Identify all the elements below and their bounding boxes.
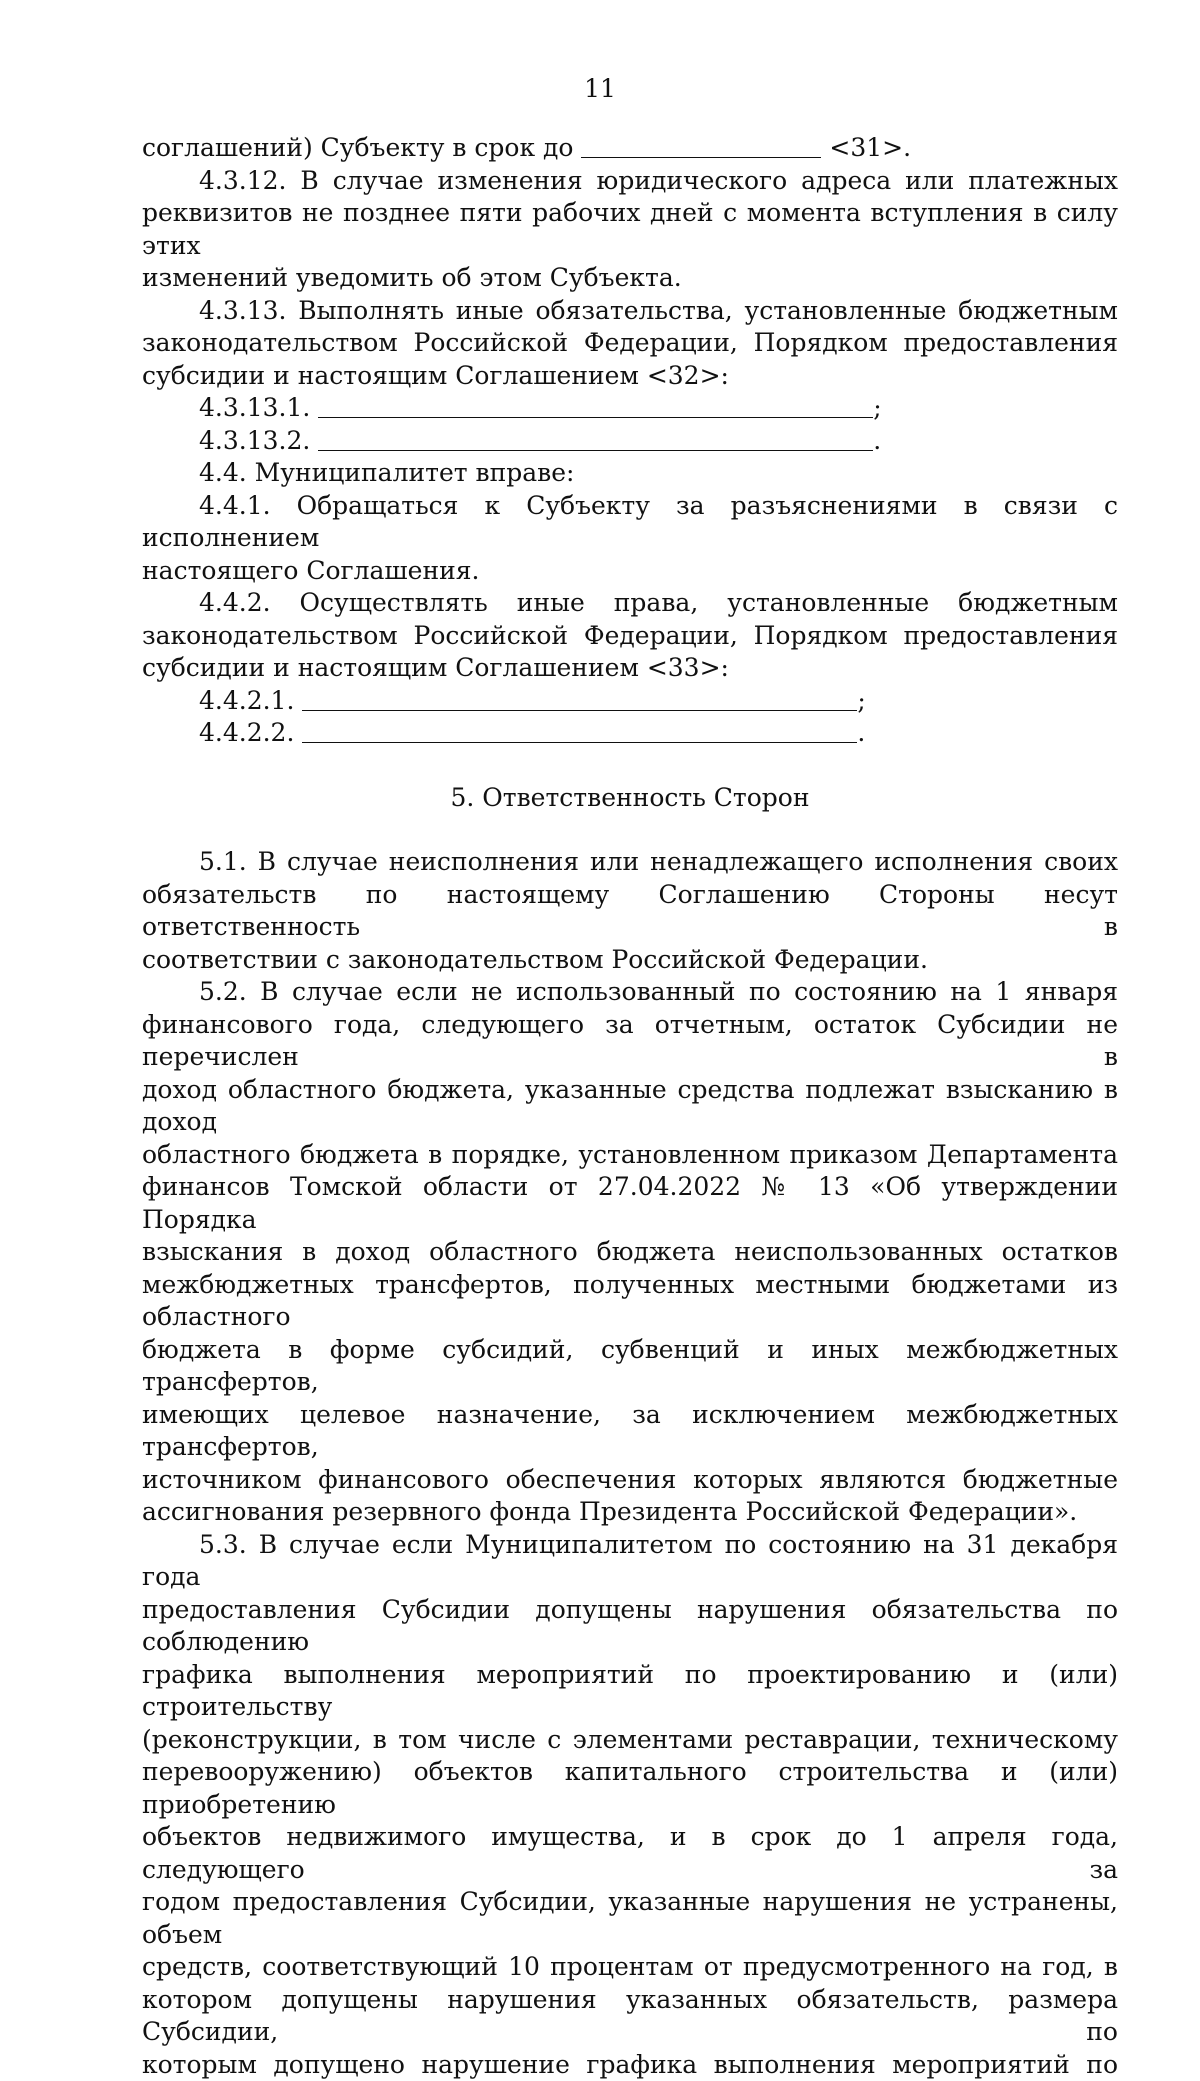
- text-line: 4.4. Муниципалитет вправе:: [142, 457, 1118, 490]
- text-line: 5.2. В случае если не использованный по состоянию на 1 января: [142, 976, 1118, 1009]
- text-line: 4.3.13. Выполнять иные обязательства, установленные бюджетным: [142, 295, 1118, 328]
- text-line: изменений уведомить об этом Субъекта.: [142, 262, 1118, 295]
- text-line: котором допущены нарушения указанных обязательств, размера Субсидии, по: [142, 1984, 1118, 2049]
- fill-in-blank: [581, 133, 821, 158]
- text-line: средств, соответствующий 10 процентам от предусмотренного на год, в: [142, 1951, 1118, 1984]
- text-line: 4.4.2.1. ;: [142, 685, 1118, 718]
- fill-in-blank: [302, 686, 857, 711]
- text-line: 5.1. В случае неисполнения или ненадлежащего исполнения своих: [142, 846, 1118, 879]
- section-heading: 5. Ответственность Сторон: [142, 782, 1118, 815]
- text-line: межбюджетных трансфертов, полученных местными бюджетами из областного: [142, 1269, 1118, 1334]
- text-line: настоящего Соглашения.: [142, 555, 1118, 588]
- text-line: 4.4.2. Осуществлять иные права, установленные бюджетным: [142, 587, 1118, 620]
- fill-in-blank: [318, 426, 873, 451]
- text-line: субсидии и настоящим Соглашением <32>:: [142, 360, 1118, 393]
- text-line: реквизитов не позднее пяти рабочих дней с момента вступления в силу этих: [142, 197, 1118, 262]
- text-line: которым допущено нарушение графика выполнения мероприятий по: [142, 2049, 1118, 2081]
- text-line: графика выполнения мероприятий по проектированию и (или) строительству: [142, 1659, 1118, 1724]
- text-line: 4.4.1. Обращаться к Субъекту за разъяснениями в связи с исполнением: [142, 490, 1118, 555]
- text-line: субсидии и настоящим Соглашением <33>:: [142, 652, 1118, 685]
- text-line: 4.3.13.2. .: [142, 425, 1118, 458]
- text-line: соглашений) Субъекту в срок до <31>.: [142, 132, 1118, 165]
- text-line: 4.3.12. В случае изменения юридического адреса или платежных: [142, 165, 1118, 198]
- text-line: объектов недвижимого имущества, и в срок до 1 апреля года, следующего за: [142, 1821, 1118, 1886]
- text-line: имеющих целевое назначение, за исключением межбюджетных трансфертов,: [142, 1399, 1118, 1464]
- text-line: законодательством Российской Федерации, Порядком предоставления: [142, 620, 1118, 653]
- text-line: 4.3.13.1. ;: [142, 392, 1118, 425]
- text-line: ассигнования резервного фонда Президента Российской Федерации».: [142, 1496, 1118, 1529]
- text-line: 5.3. В случае если Муниципалитетом по состоянию на 31 декабря года: [142, 1529, 1118, 1594]
- page-number: 11: [0, 74, 1200, 104]
- fill-in-blank: [318, 393, 873, 418]
- text-line: годом предоставления Субсидии, указанные нарушения не устранены, объем: [142, 1886, 1118, 1951]
- text-line: законодательством Российской Федерации, Порядком предоставления: [142, 327, 1118, 360]
- text-line: перевооружению) объектов капитального строительства и (или) приобретению: [142, 1756, 1118, 1821]
- text-line: финансов Томской области от 27.04.2022 № 13 «Об утверждении Порядка: [142, 1171, 1118, 1236]
- text-line: источником финансового обеспечения которых являются бюджетные: [142, 1464, 1118, 1497]
- text-line: (реконструкции, в том числе с элементами реставрации, техническому: [142, 1724, 1118, 1757]
- text-line: доход областного бюджета, указанные средства подлежат взысканию в доход: [142, 1074, 1118, 1139]
- text-line: предоставления Субсидии допущены нарушения обязательства по соблюдению: [142, 1594, 1118, 1659]
- text-line: бюджета в форме субсидий, субвенций и иных межбюджетных трансфертов,: [142, 1334, 1118, 1399]
- text-line: обязательств по настоящему Соглашению Стороны несут ответственность в: [142, 879, 1118, 944]
- text-line: финансового года, следующего за отчетным, остаток Субсидии не перечислен в: [142, 1009, 1118, 1074]
- document-body: [142, 132, 1118, 2081]
- fill-in-blank: [302, 718, 857, 743]
- text-line: взыскания в доход областного бюджета неиспользованных остатков: [142, 1236, 1118, 1269]
- text-line: соответствии с законодательством Российской Федерации.: [142, 944, 1118, 977]
- text-line: областного бюджета в порядке, установленном приказом Департамента: [142, 1139, 1118, 1172]
- text-line: 4.4.2.2. .: [142, 717, 1118, 750]
